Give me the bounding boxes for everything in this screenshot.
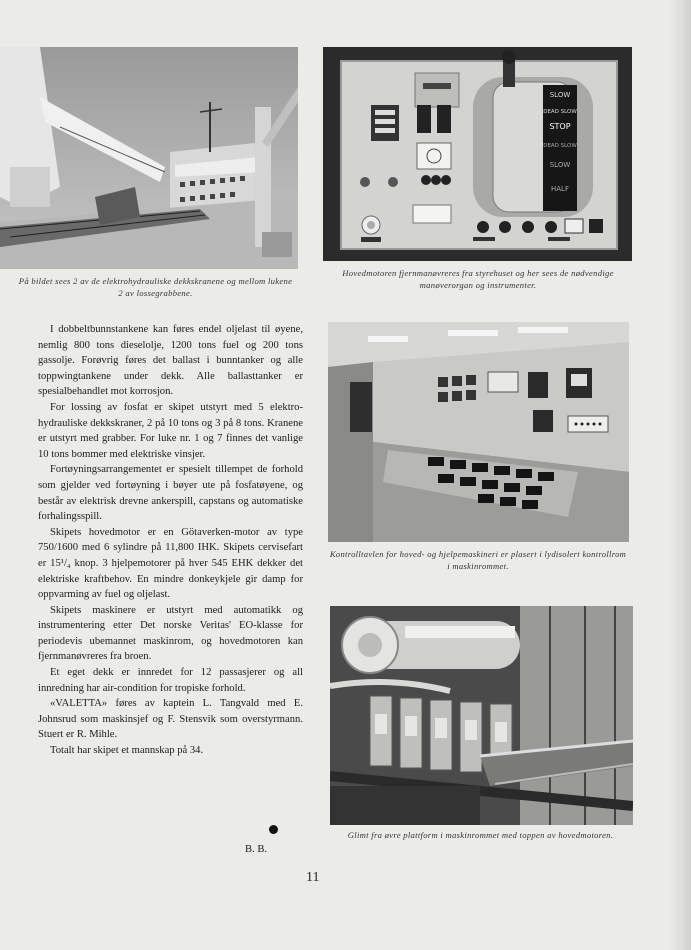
deck-cranes-caption: På bildet sees 2 av de elektrohydrauliske dekkskranene og mellom lukene 2 av lossegrabbene. [18, 276, 293, 298]
paragraph: Skipets hovedmotor er en Götaverken-motor av type 750/1600 med 6 sylindre på 11,800 IHK. Skipets cervisefart er 15¹/₄ knop. 3 hjelpemotorer på hver 545 EHK dekker det elektriske kraftbehov. En mindre donkeykjele gir damp for oppvarming av fuel og oljelast. [38, 526, 303, 601]
control-room-photo [328, 322, 629, 542]
control-room-caption: Kontrolltavlen for hoved- og hjelpemaskineri er plasert i lydisolert kontrollrom i maskinrommet. [329, 549, 627, 571]
end-mark-dot [269, 825, 278, 834]
telegraph-label: SLOW [549, 161, 571, 169]
telegraph-label: STOP [549, 122, 571, 131]
telegraph-label: HALF [551, 185, 569, 193]
engine-room-illustration [330, 606, 633, 825]
paragraph: For lossing av fosfat er skipet utstyrt med 5 elektro-hydrauliske dekkskraner, 2 på 10 tons og 3 på 8 tons. Kranene er utstyrt med grabber. For luke nr. 1 og 7 finnes det vanlige 10 tons bommer med elektriske vinsjer. [38, 401, 303, 460]
engine-room-photo [330, 606, 633, 825]
article-body [38, 322, 303, 759]
page-number: 11 [306, 870, 320, 885]
telegraph-label: DEAD SLOW [543, 109, 577, 115]
deck-cranes-photo [0, 47, 298, 269]
paragraph: Totalt har skipet et mannskap på 34. [50, 745, 204, 757]
control-room-illustration [328, 322, 629, 542]
paragraph: I dobbeltbunnstankene kan føres endel oljelast til øyene, nemlig 800 tons dieselolje, 1200 tons fuel og 200 tons gassolje. Forøvrig føres det ballast i bunntanker og alle toppwingtankene under dekk. Alle ballasttanker er spesialbehandlet mot korrosjon. [38, 324, 303, 398]
page-edge-shadow [669, 0, 691, 950]
bridge-console-caption: Hovedmotoren fjernmanøvreres fra styrehuset og her sees de nødvendige manøverorgan og instrumenter. [342, 268, 614, 290]
engine-room-caption: Glimt fra øvre plattform i maskinrommet med toppen av hovedmotoren. [347, 830, 614, 840]
deck-cranes-illustration [0, 47, 298, 269]
author-signature: B. B. [245, 844, 268, 855]
paragraph: Skipets maskinere er utstyrt med automatikk og instrumentering etter Det norske Veritas' EO-klasse for periodevis ubemannet maskinrom, og hovedmotoren kan fjernmanøvreres fra broen. [38, 604, 303, 663]
telegraph-label: SLOW [549, 91, 571, 99]
bridge-console-photo [323, 47, 632, 261]
telegraph-label: DEAD SLOW [543, 143, 577, 149]
paragraph: Fortøyningsarrangementet er spesielt tillempet de forhold som gjelder ved fortøyning i bøyer ute på fosfatøyene, og består av elektrisk drevne ankerspill, capstans og automatiske forhalingsspill. [38, 464, 303, 523]
paragraph: Et eget dekk er innredet for 12 passasjerer og all innredning har air-condition for tropiske forhold. [38, 667, 303, 694]
bridge-console-illustration [323, 47, 632, 261]
paragraph: «VALETTA» føres av kaptein L. Tangvald med E. Johnsrud som maskinsjef og F. Stensvik som overstyrmann. Stuert er R. Mihle. [38, 698, 303, 741]
